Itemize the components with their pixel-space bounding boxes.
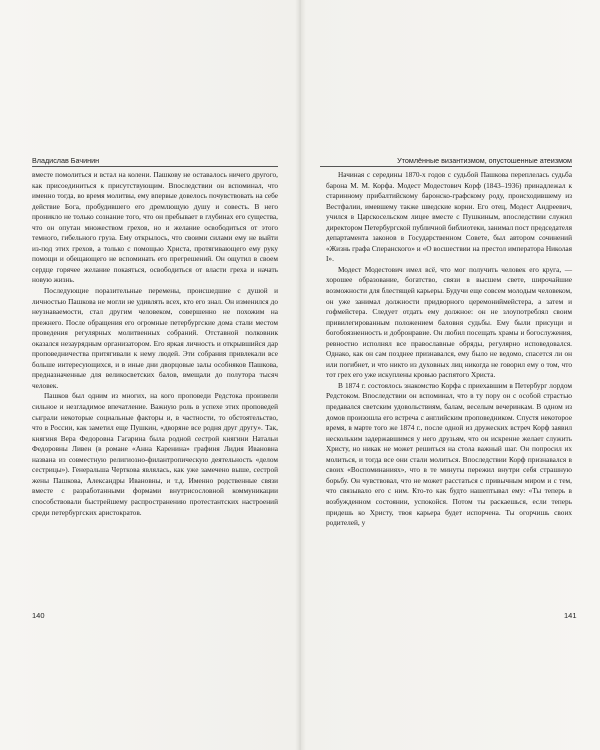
paragraph: Пашков был одним из многих, на кого проповеди Редстока произвели сильное и незгладимое впечатление. Важную роль в успехе этих проповедей сыграли некоторые социальные факторы и, в частности, то обстоятельство, что в России, как заметил еще Пушкин, «дворяне все родня друг другу». Так, княгиня Вера Федоровна Гагарина была родной сестрой княгини Натальи Федоровны Ливен (в романе «Анна Каренина» графиня Лидия Ивановна названа из совместную религиозно-филантропическую деятельность «делом сестрицы»). Генеральша Черткова являлась, как уже замечено выше, сестрой жены Пашкова, Александры Ивановны, и т.д. Именно родственные связи вместе с разработанными формами внутрисословной коммуникации способствовали быстрейшему распространению протестантских настроений среди петербургских аристократов.	[32, 391, 278, 517]
page-number: 141	[564, 611, 577, 620]
left-text-block	[32, 170, 278, 518]
paragraph: вместе помолиться и встал на колени. Пашкову не оставалось ничего другого, как присоединиться к присутствующим. Впоследствии он вспоминал, что именно тогда, во время молитвы, ему впервые довелось почувствовать на себе действие Бога, пробудившего его дремлющую душу и совесть. В него проникло не только сознание того, что он пребывает в глубинах его существа, что он опутан множеством грехов, но и желание освободиться от этого темного, гибельного груза. Ему открылось, что своими силами ему не выйти из-под этих грехов, а только с помощью Христа, протягивающего ему руку помощи и обещающего не вспоминать его прегрешений. Он ощутил в своем сердце горячее желание покаяться, освободиться от власти греха и начать новую жизнь.	[32, 170, 278, 285]
running-head-author: Владислав Бачинин	[32, 156, 100, 165]
paragraph: Модест Модестович имел всё, что мог получить человек его круга, — хорошее образование, богатство, связи в высшем свете, широчайшие возможности для блестящей карьеры. Будучи еще совсем молодым человеком, он уже занимал должности придворного церемониймейстера, а затем и гофмейстера. Следует отдать ему должное: он не злоупотреблял своим привилегированным положением баловня судьбы. Ему были присущи и богобоязненность и добронравие. Он любил посещать храмы и богослужения, ревностно исполнял все православные обряды, регулярно исповедовался. Однако, как он сам позднее признавался, ему было не ведомо, спасется ли он или погибнет, и что никто из духовных лиц никогда не говорил ему о том, что тот грех его уже искуплены кровью распятого Христа.	[326, 264, 572, 380]
header-rule	[320, 166, 572, 167]
header-rule	[32, 166, 278, 167]
paragraph: В 1874 г. состоялось знакомство Корфа с приехавшим в Петербург лордом Редстоком. Впоследствии он вспоминал, что в ту пору он с особой страстью предавался светским удовольствиям, балам, веселым вечеринкам. В одном из домов произошла его встреча с английским проповедником. Спустя некоторое время, в марте того же 1874 г., после одной из дружеских встреч Корф заявил нескольким задержавшимся у него друзьям, что он искренне желает служить Христу, но никак не может решиться на стола важный шаг. Он попросил их молиться, и тогда все они стали молиться. Впоследствии Корф признавался в своих «Воспоминаниях», что в те минуты пережил внутри себя страшную борьбу. Он чувствовал, что не может расстаться с привычным миром и с тем, что связывало его с ним. Кто-то как будто нашептывал ему: «Ты теперь в возбужденном состоянии, успокойся. Потом ты раскаешься, если теперь придешь ко Христу, твоя карьера будет испорчена. Ты огорчишь своих родителей, у	[326, 380, 572, 528]
right-text-block	[326, 170, 572, 529]
page-number: 140	[32, 611, 45, 620]
paragraph: Начиная с середины 1870-х годов с судьбой Пашкова переплелась судьба барона М. М. Корфа. Модест Модестович Корф (1843–1936) принадлежал к старинному прибалтийскому баронско-графскому роду, происходившему из Вестфалии, имевшему также шведские корни. Его отец, Модест Андреевич, учился в Царскосельском лицее вместе с Пушкиным, впоследствии служил директором Петербургской публичной библиотеки, занимал пост председателя департамента законов в Государственном Совете, был автором сочинений «Жизнь графа Сперанского» и «О восшествии на престол императора Николая I».	[326, 170, 572, 264]
paragraph: Последующие поразительные перемены, происшедшие с душой и личностью Пашкова не могли не удивлять всех, кто его знал. Он изменился до неузнаваемости, стал другим человеком, совершенно не похожим на прежнего. После обращения его огромные петербургские дома стали местом проведения регулярных молитвенных собраний. Отставной полковник оказался незаурядным организатором. Его яркая личность и открывшийся дар проповедничества притягивали к нему людей. Эти собрания привлекали все больше интересующихся, и в иные дни дворцовые залы особняков Пашкова, предназначенные для великосветских балов, вмещали до полутора тысяч человек.	[32, 286, 278, 390]
right-page	[300, 0, 600, 750]
running-head-title: Утомлённые византизмом, опустошенные атеизмом	[397, 156, 572, 165]
